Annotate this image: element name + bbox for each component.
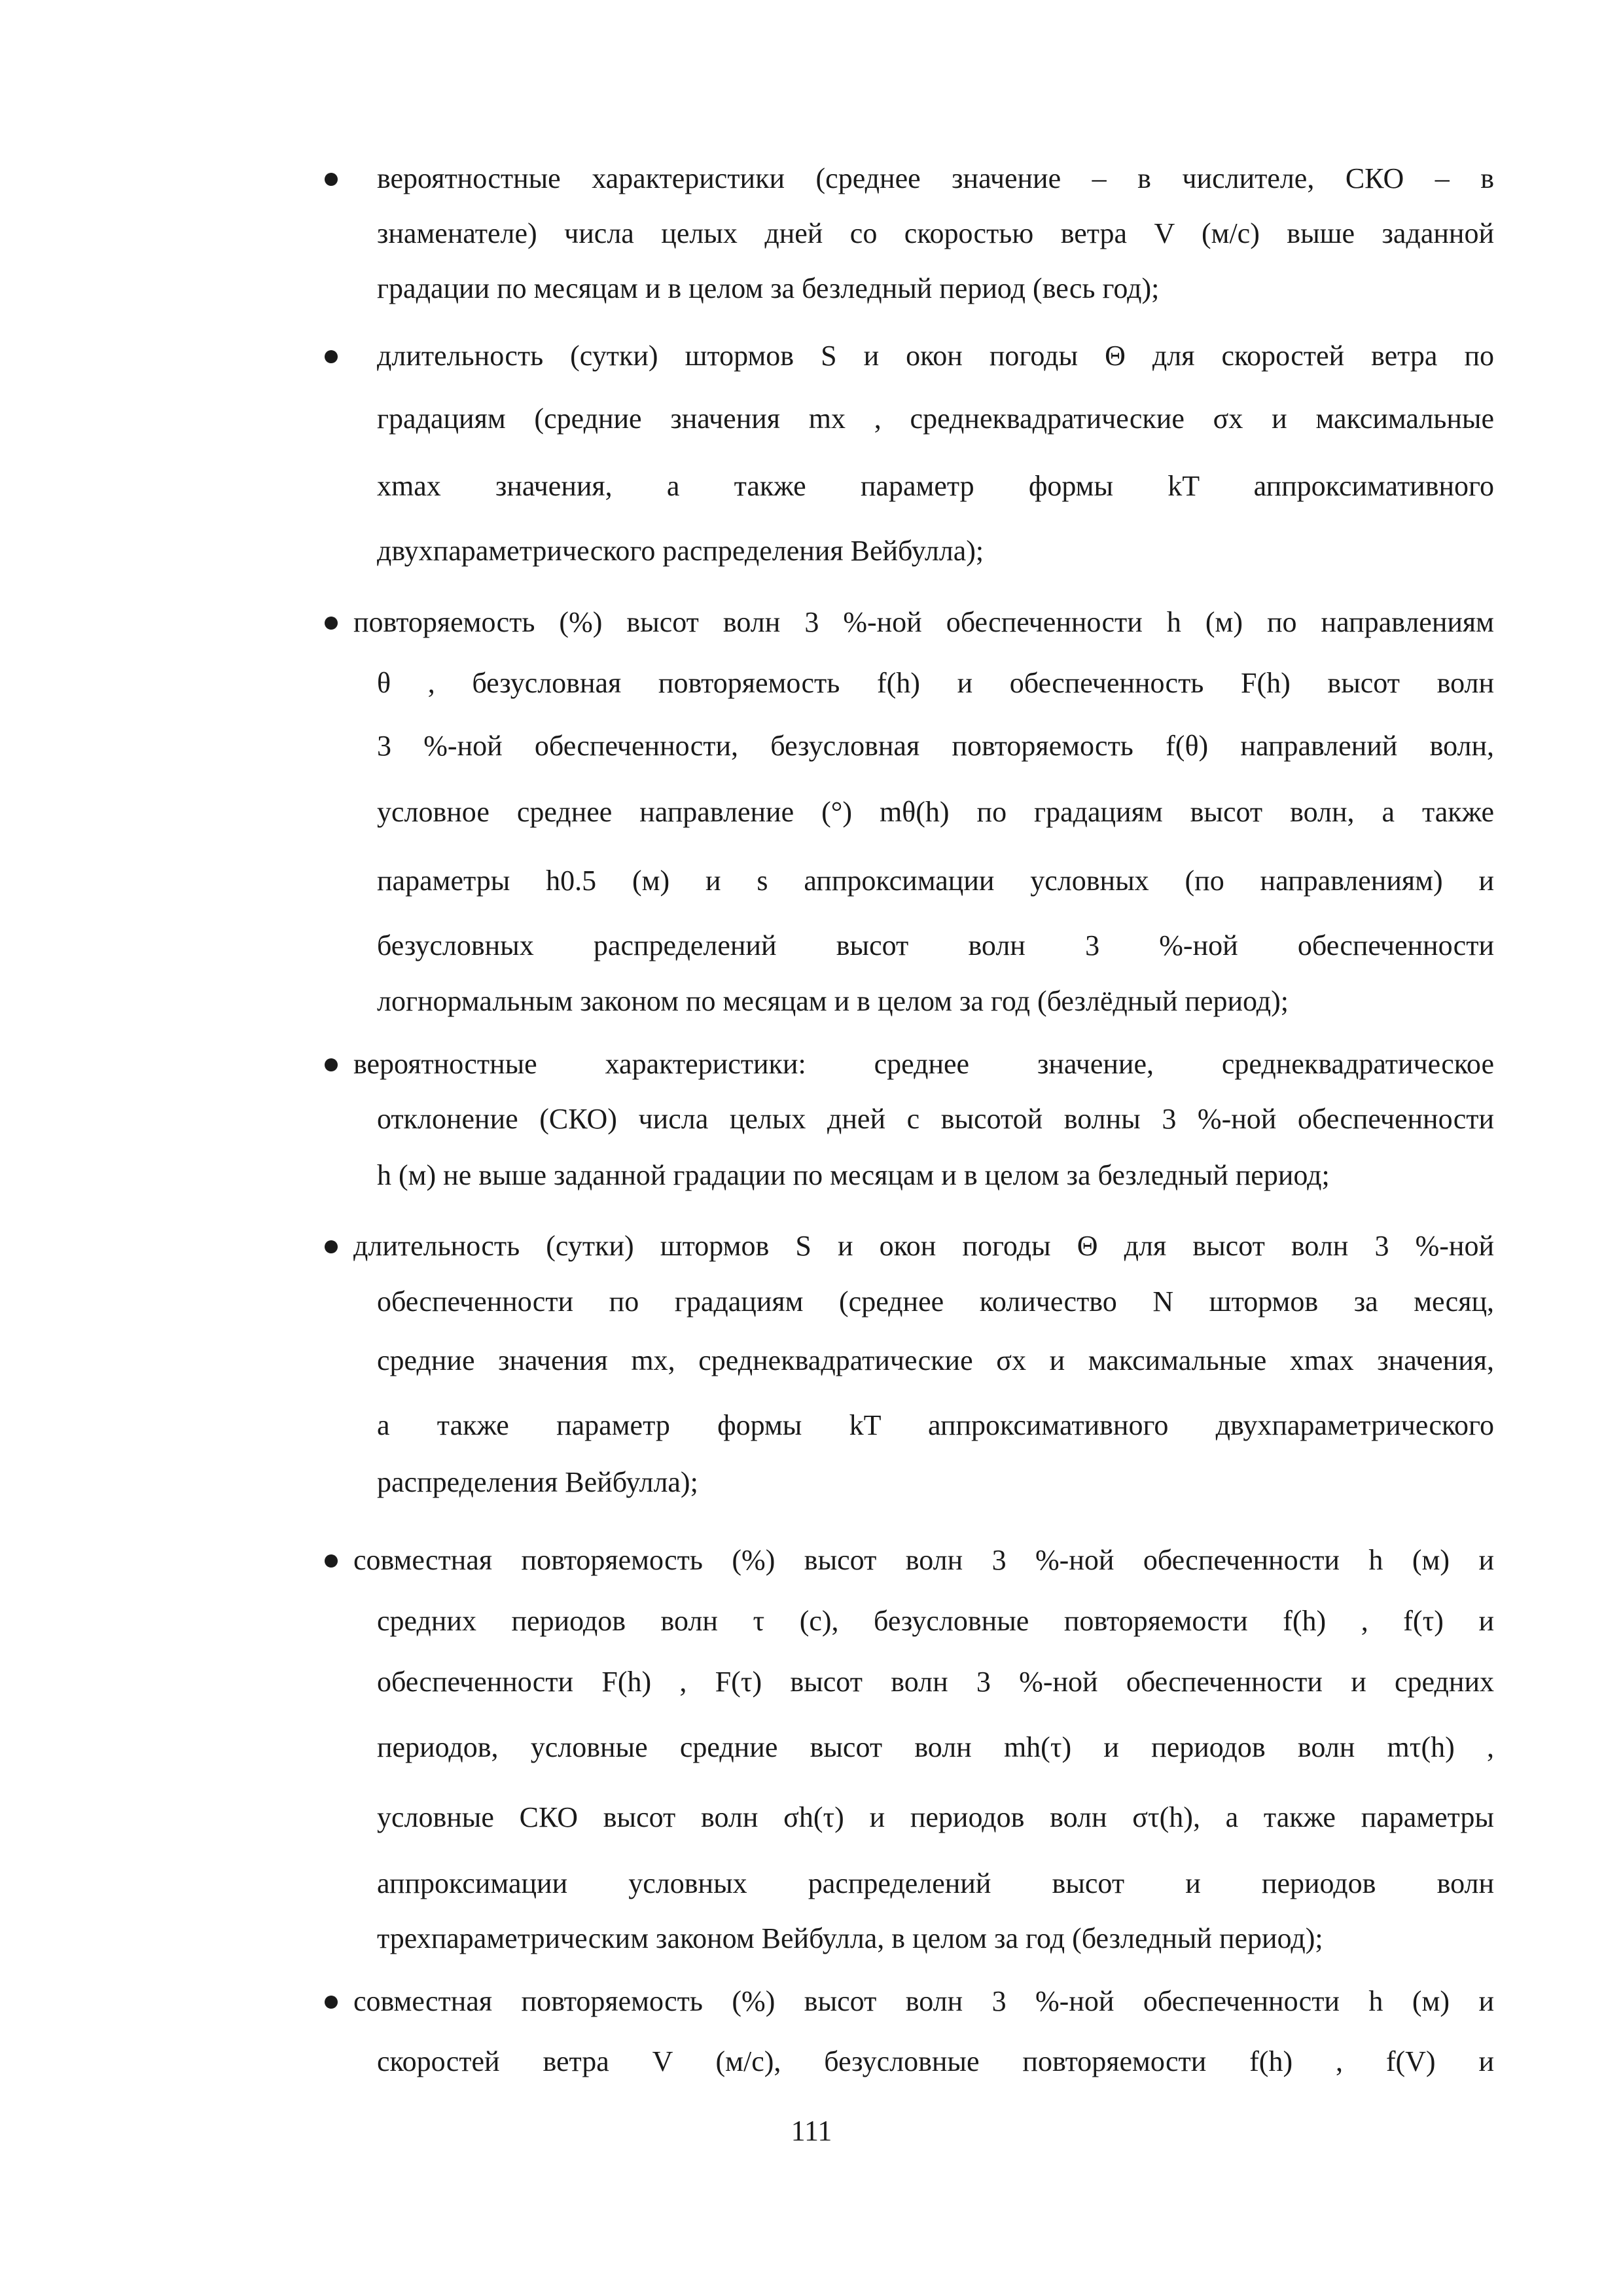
text-line: обеспеченности F(h) , F(τ) высот волн 3 %-ной обеспеченности и средних [377, 1666, 1494, 1698]
text-line: знаменателе) числа целых дней со скоростью ветра V (м/с) выше заданной [377, 217, 1494, 249]
text-line: повторяемость (%) высот волн 3 %-ной обеспеченности h (м) по направлениям [353, 606, 1494, 638]
page-number: 111 [791, 2115, 832, 2147]
text-line: отклонение (СКО) числа целых дней с высотой волны 3 %-ной обеспеченности [377, 1103, 1494, 1135]
text-line: длительность (сутки) штормов S и окон погоды Θ для высот волн 3 %-ной [353, 1230, 1494, 1262]
bullet-icon [325, 617, 338, 630]
text-line: условное среднее направление (°) mθ(h) по градациям высот волн, а также [377, 796, 1494, 828]
text-line: совместная повторяемость (%) высот волн 3 %-ной обеспеченности h (м) и [353, 1544, 1494, 1576]
text-line: параметры h0.5 (м) и s аппроксимации условных (по направлениям) и [377, 865, 1494, 897]
text-line: градациям (средние значения mx , среднеквадратические σx и максимальные [377, 403, 1494, 435]
text-line: средних периодов волн τ (с), безусловные повторяемости f(h) , f(τ) и [377, 1605, 1494, 1637]
bullet-icon [325, 1058, 338, 1071]
text-line: средние значения mx, среднеквадратические σx и максимальные xmax значения, [377, 1344, 1494, 1376]
text-line: распределения Вейбулла); [377, 1466, 698, 1498]
bullet-icon [325, 350, 338, 363]
text-line: xmax значения, а также параметр формы kT аппроксимативного [377, 470, 1494, 502]
text-line: трехпараметрическим законом Вейбулла, в целом за год (безледный период); [377, 1922, 1323, 1954]
text-line: вероятностные характеристики: среднее значение, среднеквадратическое [353, 1048, 1494, 1080]
text-line: длительность (сутки) штормов S и окон погоды Θ для скоростей ветра по [377, 340, 1494, 372]
bullet-icon [325, 1554, 338, 1568]
text-line: h (м) не выше заданной градации по месяцам и в целом за безледный период; [377, 1159, 1330, 1191]
text-line: двухпараметрического распределения Вейбулла); [377, 535, 984, 567]
text-line: вероятностные характеристики (среднее значение – в числителе, СКО – в [377, 162, 1494, 194]
text-line: аппроксимации условных распределений высот и периодов волн [377, 1867, 1494, 1899]
bullet-icon [325, 173, 338, 186]
text-line: периодов, условные средние высот волн mh(τ) и периодов волн mτ(h) , [377, 1731, 1494, 1763]
text-line: θ , безусловная повторяемость f(h) и обеспеченность F(h) высот волн [377, 667, 1494, 699]
text-line: совместная повторяемость (%) высот волн 3 %-ной обеспеченности h (м) и [353, 1985, 1494, 2017]
bullet-icon [325, 1996, 338, 2009]
text-line: обеспеченности по градациям (среднее количество N штормов за месяц, [377, 1285, 1494, 1318]
text-line: а также параметр формы kT аппроксимативного двухпараметрического [377, 1409, 1494, 1441]
text-line: логнормальным законом по месяцам и в целом за год (безлёдный период); [377, 985, 1289, 1017]
text-line: условные СКО высот волн σh(τ) и периодов волн στ(h), а также параметры [377, 1801, 1494, 1833]
text-line: градации по месяцам и в целом за безледный период (весь год); [377, 272, 1160, 304]
text-line: 3 %-ной обеспеченности, безусловная повторяемость f(θ) направлений волн, [377, 730, 1494, 762]
text-line: скоростей ветра V (м/с), безусловные повторяемости f(h) , f(V) и [377, 2045, 1494, 2077]
bullet-icon [325, 1240, 338, 1253]
text-line: безусловных распределений высот волн 3 %-ной обеспеченности [377, 929, 1494, 961]
